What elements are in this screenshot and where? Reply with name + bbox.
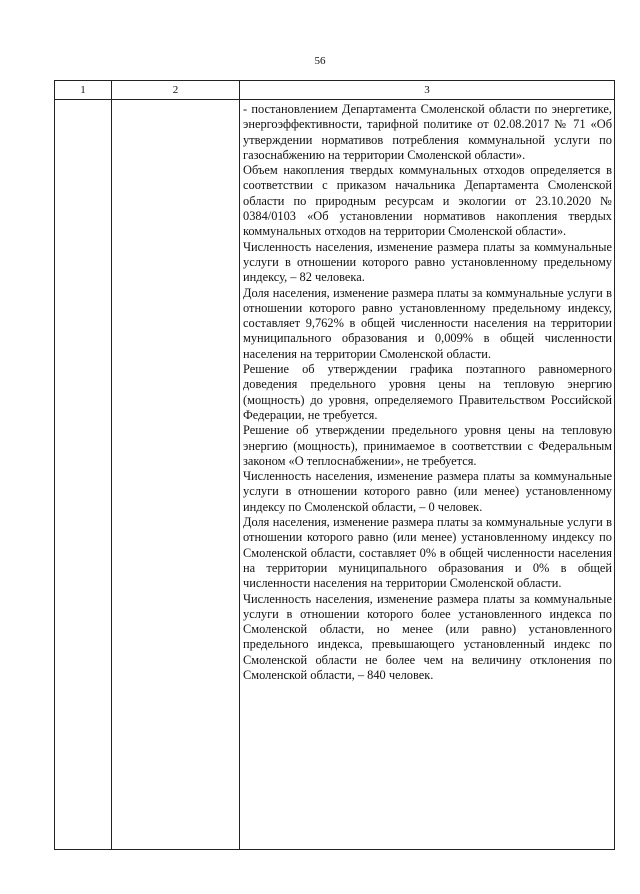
table-row xyxy=(55,100,615,850)
table-cell-col2 xyxy=(112,100,240,850)
paragraph-share-equal-limit: Доля населения, изменение размера платы за коммунальные услуги в отношении которого равно установленному предельному индексу, составляет 9,762% в общей численности населения на территории муниципального образования и 0,009% в общей численности населения на территории Смоленской области. xyxy=(243,285,612,361)
column-header-1: 1 xyxy=(55,81,112,100)
table-cell-col3 xyxy=(240,100,615,850)
paragraph-heat-schedule-decision: Решение об утверждении графика поэтапного равномерного доведения предельного уровня цены на тепловую энергию (мощность) до уровня, определяемого Правительством Российской Федерации, не требуется. xyxy=(243,362,612,422)
page-number: 56 xyxy=(314,55,326,67)
paragraph-population-above-index: Численность населения, изменение размера платы за коммунальные услуги в отношении которого более установленного индекса по Смоленской области, но менее (или равно) установленного предельного индекса, превышающего установленный индекс по Смоленской области не более чем на величину отклонения по Смоленской области, – 840 человек. xyxy=(243,591,612,682)
paragraph-share-below-index: Доля населения, изменение размера платы за коммунальные услуги в отношении которого равно (или менее) установленному индексу по Смоленской области, составляет 0% в общей численности населения на территории муниципального образования и 0% в общей численности населения на территории Смоленской области. xyxy=(243,515,612,591)
paragraph-gas-resolution: - постановлением Департамента Смоленской области по энергетике, энергоэффективности, тарифной политике от 02.08.2017 № 71 «Об утверждении нормативов потребления коммунальной услуги по газоснабжению на территории Смоленской области». xyxy=(243,102,612,162)
paragraph-population-below-index: Численность населения, изменение размера платы за коммунальные услуги в отношении которого равно (или менее) установленному индексу по Смоленской области, – 0 человек. xyxy=(243,469,612,514)
paragraph-population-equal-limit: Численность населения, изменение размера платы за коммунальные услуги в отношении которого равно установленному предельному индексу, – 82 человека. xyxy=(243,239,612,285)
table-cell-col1 xyxy=(55,100,112,850)
paragraph-heat-price-decision: Решение об утверждении предельного уровня цены на тепловую энергию (мощность), принимаемое в соответствии с Федеральным законом «О теплоснабжении», не требуется. xyxy=(243,423,612,468)
document-table xyxy=(54,80,615,850)
column-header-3: 3 xyxy=(240,81,615,100)
column-header-2: 2 xyxy=(112,81,240,100)
paragraph-waste-volume: Объем накопления твердых коммунальных отходов определяется в соответствии с приказом начальника Департамента Смоленской области по природным ресурсам и экологии от 23.10.2020 № 0384/0103 «Об установлении нормативов накопления твердых коммунальных отходов на территории Смоленской области». xyxy=(243,163,612,239)
table-header-row xyxy=(55,81,615,100)
